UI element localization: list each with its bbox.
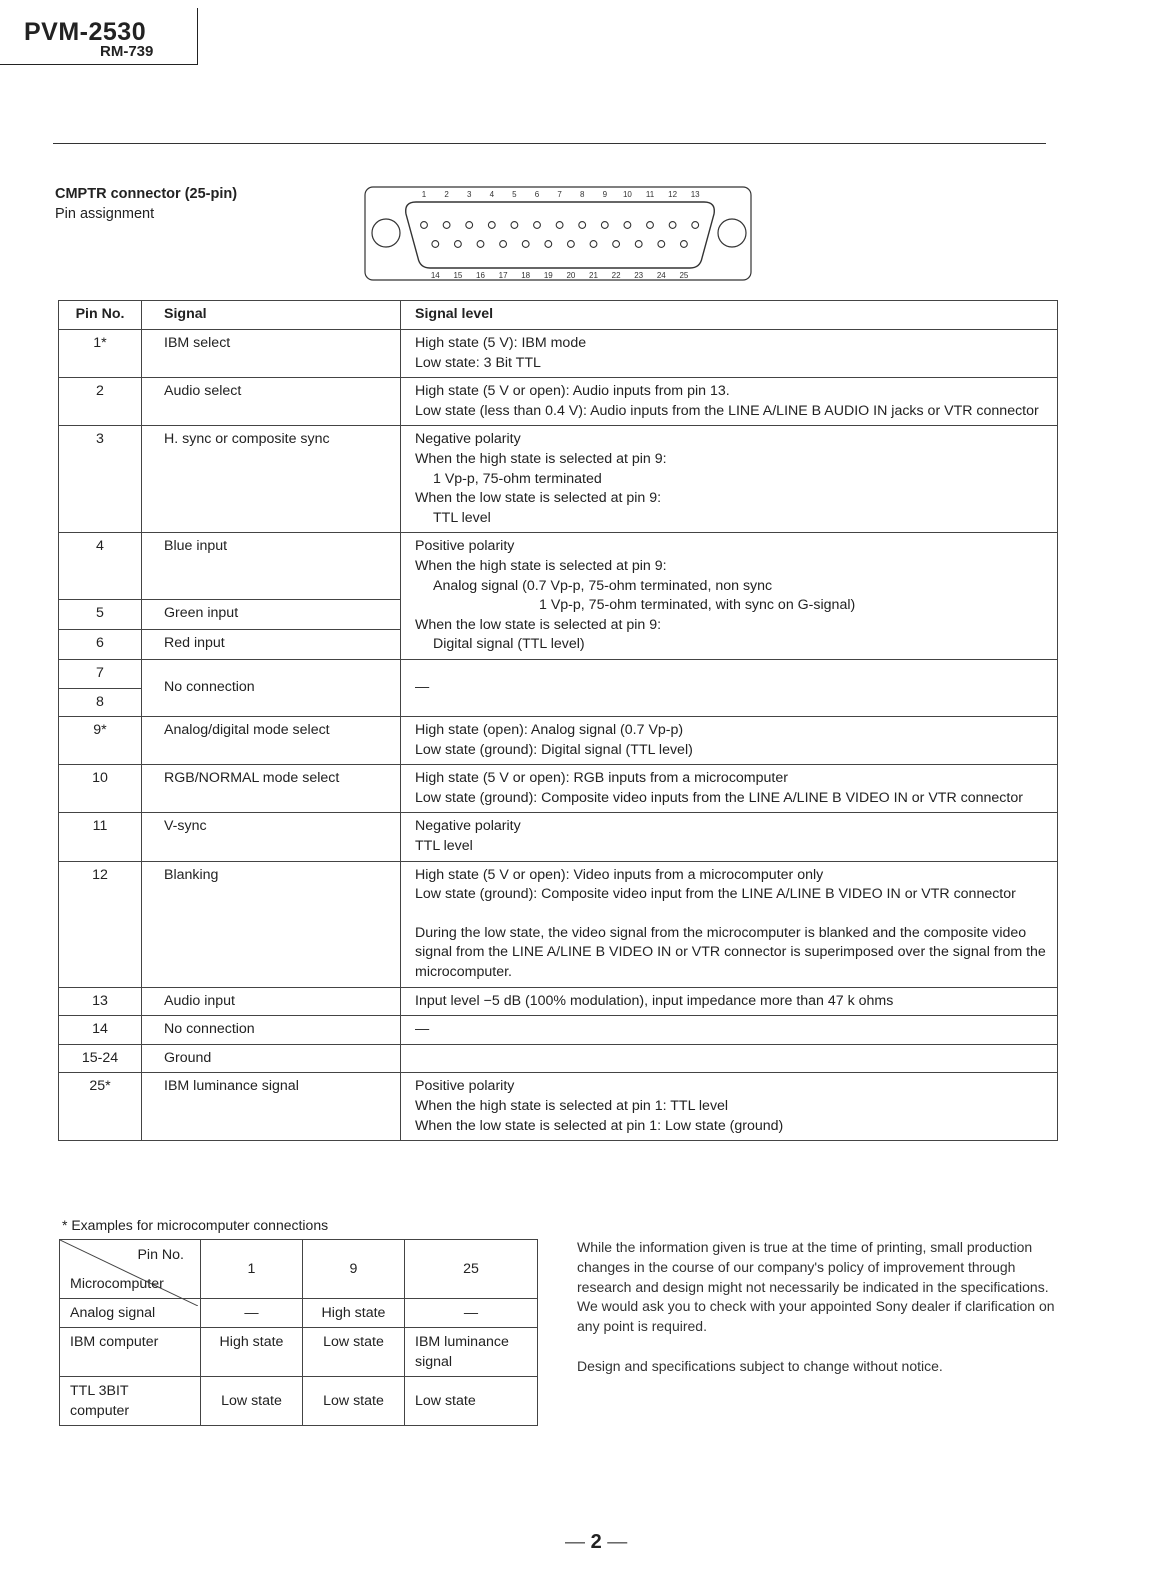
level-line: Low state (ground): Composite video inputs from the LINE A/LINE B VIDEO IN or VTR connector (415, 789, 1023, 806)
signal-level (401, 1073, 1058, 1141)
table-row (59, 659, 1058, 688)
pin-hole (669, 222, 676, 229)
disclaimer-paragraph: Design and specifications subject to change without notice. (577, 1357, 943, 1374)
pin-number: 3 (59, 426, 142, 533)
signal-name: Analog/digital mode select (142, 717, 401, 765)
pin-number: 15-24 (59, 1044, 142, 1073)
corner-pin-no: Pin No. (137, 1247, 184, 1263)
disclaimer-paragraph: While the information given is true at the time of printing, small production changes in the course of our company's policy of improvement through research and design might not necessarily be indicated in the specifications. We would ask you to check with your appointed Sony dealer if clarification on any point is required. (577, 1239, 1055, 1335)
examples-table (59, 1239, 538, 1426)
table-row (60, 1328, 538, 1377)
pin-label: 23 (634, 271, 644, 280)
level-line: When the high state is selected at pin 9: (415, 450, 667, 467)
dsub-25-connector-diagram (364, 186, 754, 282)
pin-number: 12 (59, 861, 142, 987)
pin-label: 13 (690, 190, 700, 199)
level-line: TTL level (433, 509, 491, 526)
signal-name: Audio input (142, 987, 401, 1016)
pin-number: 1* (59, 330, 142, 378)
pin-number: 5 (59, 600, 142, 630)
pin-number: 13 (59, 987, 142, 1016)
pin-hole (556, 222, 563, 229)
pin-hole (658, 241, 665, 248)
level-line: Digital signal (TTL level) (433, 636, 585, 653)
table-row (59, 1044, 1058, 1073)
level-line: When the low state is selected at pin 9: (415, 616, 662, 633)
level-line: Low state (less than 0.4 V): Audio inputs from the LINE A/LINE B AUDIO IN jacks or VTR connector (415, 402, 1039, 419)
signal-level (401, 378, 1058, 426)
table-row (60, 1377, 538, 1426)
pin-hole (421, 222, 428, 229)
cell: — (405, 1299, 538, 1328)
model-name: PVM-2530 (24, 18, 147, 46)
signal-name: V-sync (142, 813, 401, 861)
level-line: High state (5 V or open): RGB inputs from a microcomputer (415, 770, 788, 787)
pin-label: 3 (466, 190, 472, 199)
pin-hole (568, 241, 575, 248)
pin-hole (488, 222, 495, 229)
pin-hole (477, 241, 484, 248)
pin-hole (590, 241, 597, 248)
table-row (59, 378, 1058, 426)
pin-label: 4 (489, 190, 495, 199)
pin-hole (681, 241, 688, 248)
pin-label: 8 (579, 190, 585, 199)
level-line: 1 Vp-p, 75-ohm terminated (433, 470, 602, 487)
model-header (0, 8, 198, 65)
pin-label: 21 (589, 271, 598, 280)
table-row (59, 533, 1058, 600)
pin-label: 7 (557, 190, 562, 199)
connector-title: CMPTR connector (25-pin) (55, 186, 238, 202)
signal-name: IBM select (142, 330, 401, 378)
level-line: 1 Vp-p, 75-ohm terminated, with sync on G-signal) (539, 597, 856, 614)
level-line: Analog signal (0.7 Vp-p, 75-ohm terminated, non sync (433, 577, 773, 594)
pin-hole (432, 241, 439, 248)
pin-hole (647, 222, 654, 229)
pin-label: 9 (602, 190, 608, 199)
pin-number: 10 (59, 765, 142, 813)
pin-label: 22 (611, 271, 621, 280)
pin-hole (500, 241, 507, 248)
submodel-name: RM-739 (100, 43, 154, 60)
pin-label: 19 (543, 271, 553, 280)
header-pin-no: Pin No. (59, 301, 142, 330)
signal-level (401, 1044, 1058, 1073)
pin-number: 25* (59, 1073, 142, 1141)
signal-name: IBM luminance signal (142, 1073, 401, 1141)
signal-name: Blanking (142, 861, 401, 987)
pin-number: 7 (59, 659, 142, 688)
level-line: Low state: 3 Bit TTL (415, 354, 541, 371)
pin-hole (579, 222, 586, 229)
table-row (59, 1016, 1058, 1045)
section-divider (53, 143, 1046, 144)
pin-hole (545, 241, 552, 248)
pin-label: 10 (622, 190, 632, 199)
level-line: Positive polarity (415, 1078, 515, 1095)
level-line: Low state (ground): Digital signal (TTL level) (415, 741, 693, 758)
pin-label: 24 (656, 271, 666, 280)
signal-name: Blue input (142, 533, 401, 600)
pin-label: 17 (498, 271, 508, 280)
disclaimer (577, 1238, 1057, 1396)
connector-subtitle: Pin assignment (55, 206, 155, 222)
table-row (59, 426, 1058, 533)
level-line: Low state (ground): Composite video input from the LINE A/LINE B VIDEO IN or VTR connector (415, 886, 1016, 903)
pin-hole (624, 222, 631, 229)
level-line: When the high state is selected at pin 9: (415, 557, 667, 574)
level-line: Negative polarity (415, 431, 521, 448)
pin-hole (635, 241, 642, 248)
pin-hole (466, 222, 473, 229)
signal-name: H. sync or composite sync (142, 426, 401, 533)
pin-hole (601, 222, 608, 229)
level-line: When the low state is selected at pin 9: (415, 490, 662, 507)
pin-hole (534, 222, 541, 229)
header-signal-level: Signal level (401, 301, 1058, 330)
corner-microcomputer: Microcomputer (70, 1276, 164, 1292)
row-header: IBM computer (60, 1328, 201, 1377)
pin-hole (522, 241, 529, 248)
signal-name: Red input (142, 630, 401, 660)
pin-hole (443, 222, 450, 229)
signal-name: RGB/NORMAL mode select (142, 765, 401, 813)
table-row (59, 813, 1058, 861)
pin-number: 8 (59, 688, 142, 717)
pin-label: 6 (534, 190, 540, 199)
level-line: TTL level (415, 838, 473, 855)
pin-label: 14 (430, 271, 440, 280)
pin-number: 14 (59, 1016, 142, 1045)
row-header: Analog signal (60, 1299, 201, 1328)
corner-header-cell (60, 1240, 201, 1299)
level-line: High state (open): Analog signal (0.7 Vp-p) (415, 722, 684, 739)
table-row (59, 861, 1058, 987)
signal-name: Ground (142, 1044, 401, 1073)
table-row (59, 1073, 1058, 1141)
signal-level (401, 861, 1058, 987)
pin-hole (692, 222, 699, 229)
signal-level (401, 330, 1058, 378)
pin-hole (613, 241, 620, 248)
signal-level: — (401, 1016, 1058, 1045)
cell: Low state (201, 1377, 303, 1426)
cell: — (201, 1299, 303, 1328)
table-row (59, 717, 1058, 765)
pin-label: 1 (421, 190, 427, 199)
table-row (59, 987, 1058, 1016)
cell: Low state (405, 1377, 538, 1426)
signal-level: — (401, 659, 1058, 716)
pin-hole (455, 241, 462, 248)
signal-level: Input level −5 dB (100% modulation), input impedance more than 47 k ohms (401, 987, 1058, 1016)
signal-name: Audio select (142, 378, 401, 426)
pin-label: 5 (512, 190, 517, 199)
cell: IBM luminance signal (405, 1328, 538, 1377)
row-header: TTL 3BIT computer (60, 1377, 201, 1426)
pin-label: 12 (668, 190, 678, 199)
signal-name: No connection (142, 1016, 401, 1045)
table-row (59, 765, 1058, 813)
rgb-signal-level (401, 533, 1058, 660)
signal-name: No connection (142, 659, 401, 716)
level-line: High state (5 V or open): Video inputs from a microcomputer only (415, 866, 824, 883)
pin-label: 15 (453, 271, 463, 280)
signal-level (401, 765, 1058, 813)
cell: Low state (303, 1328, 405, 1377)
pin-label: 20 (566, 271, 576, 280)
level-line: When the high state is selected at pin 1: TTL level (415, 1098, 729, 1114)
pin-number: 9* (59, 717, 142, 765)
column-header: 9 (303, 1240, 405, 1299)
signal-level (401, 426, 1058, 533)
pin-label: 2 (444, 190, 449, 199)
level-line: High state (5 V or open): Audio inputs from pin 13. (415, 383, 730, 400)
cell: High state (303, 1299, 405, 1328)
level-line: When the low state is selected at pin 1: Low state (ground) (415, 1117, 784, 1134)
pin-label: 25 (679, 271, 689, 280)
cell: High state (201, 1328, 303, 1377)
level-line: High state (5 V): IBM mode (415, 335, 587, 351)
cell: Low state (303, 1377, 405, 1426)
pin-hole (511, 222, 518, 229)
pin-label: 11 (645, 190, 655, 199)
table-row (59, 330, 1058, 378)
pin-number: 11 (59, 813, 142, 861)
level-line: Positive polarity (415, 538, 515, 555)
signal-level (401, 717, 1058, 765)
pin-number: 6 (59, 630, 142, 660)
level-line: Negative polarity (415, 818, 521, 835)
pin-number: 2 (59, 378, 142, 426)
header-signal: Signal (142, 301, 401, 330)
page-number-value: 2 (590, 1531, 602, 1553)
page-number: — 2 — (565, 1531, 628, 1553)
column-header: 25 (405, 1240, 538, 1299)
signal-name: Green input (142, 600, 401, 630)
signal-level (401, 813, 1058, 861)
column-header: 1 (201, 1240, 303, 1299)
pin-label: 16 (476, 271, 485, 280)
level-line: During the low state, the video signal from the microcomputer is blanked and the composite video signal from the LINE A/LINE B VIDEO IN or VTR connector is superimposed over the signal from the microcomputer. (415, 924, 1046, 981)
pin-number: 4 (59, 533, 142, 600)
examples-title: * Examples for microcomputer connections (62, 1217, 329, 1233)
pin-label: 18 (521, 271, 531, 280)
pin-assignment-table (58, 300, 1058, 1141)
